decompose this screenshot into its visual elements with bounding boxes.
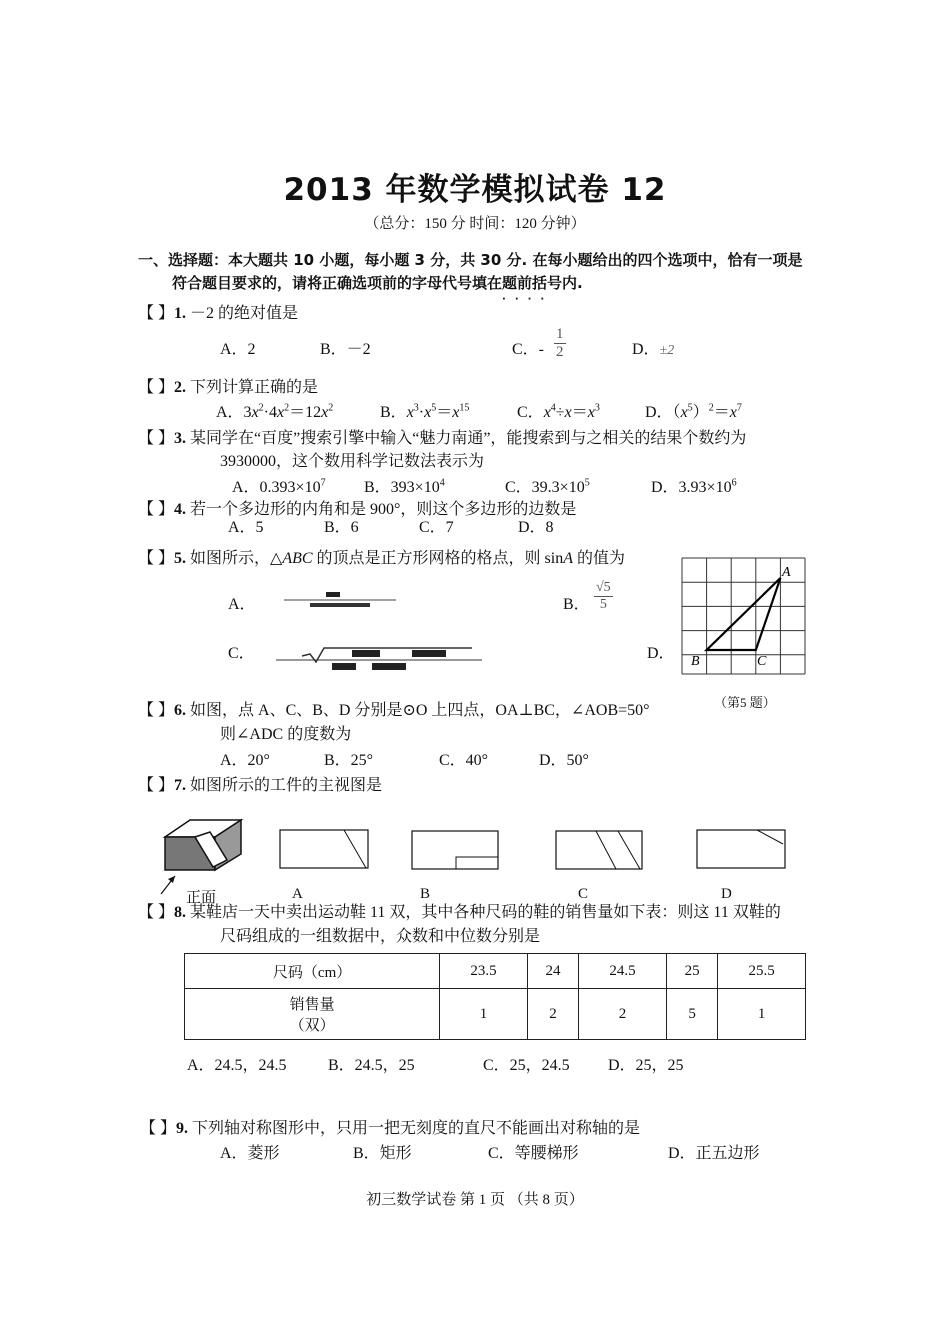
- answer-bracket[interactable]: 【 】: [138, 904, 175, 921]
- answer-bracket[interactable]: 【 】: [138, 430, 175, 447]
- question-9: 【 】9. 下列轴对称图形中，只用一把无刻度的直尺不能画出对称轴的是: [140, 1120, 641, 1137]
- option-a[interactable]: A．菱形: [220, 1145, 280, 1162]
- question-5: 【 】5. 如图所示，△ABC 的顶点是正方形网格的格点，则 sinA 的值为: [138, 550, 626, 567]
- question-text: 某同学在“百度”搜索引擎中输入“魅力南通”，能搜索到与之相关的结果个数约为: [190, 430, 747, 447]
- section-text: 符合题目要求的，请将正确选项前的字母代号填在: [172, 274, 503, 292]
- answer-bracket[interactable]: 【 】: [138, 702, 175, 719]
- table-cell: 2: [527, 989, 578, 1040]
- question-text: 如图所示，△ABC 的顶点是正方形网格的格点，则 sinA 的值为: [190, 550, 626, 567]
- question-text: 若一个多边形的内角和是 900°，则这个多边形的边数是: [190, 501, 577, 518]
- question-1: 【 】1. －2 的绝对值是: [138, 305, 299, 322]
- option-d[interactable]: D．$(x^5)^2=x^7$: [645, 402, 742, 421]
- table-cell: 24: [527, 954, 578, 989]
- table-cell: 1: [440, 989, 528, 1040]
- page-footer: 初三数学试卷 第 1 页 （共 8 页）: [366, 1192, 584, 1208]
- option-a[interactable]: A．20°: [220, 752, 270, 769]
- option-b[interactable]: B．6: [324, 519, 359, 536]
- table-cell: 24.5: [579, 954, 667, 989]
- option-d[interactable]: D．正五边形: [668, 1145, 760, 1162]
- question-text: 下列轴对称图形中，只用一把无刻度的直尺不能画出对称轴的是: [192, 1120, 641, 1137]
- table-cell: 23.5: [440, 954, 528, 989]
- option-d[interactable]: D．8: [518, 519, 554, 536]
- view-option-c-figure[interactable]: [554, 829, 646, 873]
- vertex-label-a: A: [782, 565, 791, 580]
- view-label-a: A: [292, 886, 303, 902]
- table-row: [185, 989, 806, 1040]
- garbled-sqrt-graphic: [272, 644, 487, 674]
- view-label-c: C: [578, 886, 589, 902]
- question-6: 【 】6. 如图，点 A、C、B、D 分别是⊙O 上四点，OA⊥BC，∠AOB=50°: [138, 702, 650, 719]
- question-text: －2 的绝对值是: [190, 305, 299, 322]
- option-a[interactable]: A．24.5，24.5: [187, 1057, 287, 1074]
- option-d[interactable]: D．50°: [539, 752, 589, 769]
- question-text: 某鞋店一天中卖出运动鞋 11 双，其中各种尺码的鞋的销售量如下表：则这 11 双鞋的: [190, 904, 781, 921]
- table-header-cell: 销售量 （双）: [185, 989, 440, 1040]
- figure-caption: （第5 题）: [714, 695, 776, 710]
- question-7: 【 】7. 如图所示的工件的主视图是: [138, 777, 383, 794]
- emphasis-text: 题前括号内 ····: [502, 274, 578, 305]
- view-option-d-figure[interactable]: [695, 828, 789, 872]
- question-8: 【 】8. 某鞋店一天中卖出运动鞋 11 双，其中各种尺码的鞋的销售量如下表：则这 11 双鞋的: [138, 904, 781, 921]
- shoe-size-table: [184, 953, 806, 1040]
- option-a[interactable]: A．$0.393\times 10^7$: [232, 477, 326, 496]
- front-view-label: 正面: [186, 890, 217, 906]
- answer-bracket[interactable]: 【 】: [138, 501, 175, 518]
- option-b[interactable]: B．25°: [324, 752, 374, 769]
- option-c[interactable]: C．25，24.5: [483, 1057, 570, 1074]
- option-c[interactable]: C．-: [512, 341, 545, 358]
- vertex-label-b: B: [691, 654, 700, 669]
- question-text: 如图，点 A、C、B、D 分别是⊙O 上四点，OA⊥BC，∠AOB=50°: [190, 702, 650, 719]
- grid-triangle-figure: [675, 554, 810, 678]
- option-b[interactable]: B．$393\times 10^4$: [364, 477, 445, 496]
- option-b[interactable]: B．$x^3\cdot x^5=x^{15}$: [380, 402, 470, 421]
- question-text: 如图所示的工件的主视图是: [190, 777, 383, 794]
- option-b[interactable]: B．矩形: [353, 1145, 412, 1162]
- question-4: 【 】4. 若一个多边形的内角和是 900°，则这个多边形的边数是: [138, 501, 577, 518]
- exam-info: （总分：150 分 时间：120 分钟）: [364, 216, 586, 232]
- section-heading-line2: 符合题目要求的，请将正确选项前的字母代号填在题前括号内 ···· .: [172, 274, 583, 305]
- table-row: [185, 954, 806, 989]
- option-c[interactable]: C．等腰梯形: [488, 1145, 579, 1162]
- table-cell: 2: [579, 989, 667, 1040]
- answer-bracket[interactable]: 【 】: [140, 1120, 177, 1137]
- table-cell: 25: [666, 954, 717, 989]
- table-header-cell: 尺码（cm）: [185, 954, 440, 989]
- answer-bracket[interactable]: 【 】: [138, 379, 175, 396]
- option-a[interactable]: A．5: [228, 519, 264, 536]
- fraction: 1 2: [556, 326, 564, 360]
- answer-bracket[interactable]: 【 】: [138, 550, 175, 567]
- option-c[interactable]: C．$x^4\div x=x^3$: [517, 402, 600, 421]
- option-a[interactable]: A．: [228, 596, 256, 613]
- question-8-line2: 尺码组成的一组数据中，众数和中位数分别是: [220, 928, 541, 945]
- workpiece-3d-figure: [155, 812, 247, 896]
- page-title: 2013 年数学模拟试卷 12: [283, 172, 667, 208]
- option-d[interactable]: D．: [647, 645, 675, 662]
- option-b[interactable]: B．24.5，25: [328, 1057, 415, 1074]
- option-d[interactable]: D．±2: [632, 341, 675, 358]
- view-label-d: D: [721, 886, 732, 902]
- option-d[interactable]: D．$3.93\times 10^6$: [651, 477, 737, 496]
- section-heading: 一、选择题：本大题共 10 小题，每小题 3 分，共 30 分. 在每小题给出的四个选项中，恰有一项是: [138, 251, 803, 269]
- question-3: 【 】3. 某同学在“百度”搜索引擎中输入“魅力南通”，能搜索到与之相关的结果个数约为: [138, 430, 747, 447]
- emphasis-dots: ····: [502, 294, 554, 305]
- question-6-line2: 则∠ADC 的度数为: [220, 726, 352, 743]
- option-c[interactable]: C．: [228, 645, 255, 662]
- question-3-line2: 3930000，这个数用科学记数法表示为: [220, 453, 485, 470]
- question-text: 下列计算正确的是: [190, 379, 319, 396]
- option-c[interactable]: C．$39.3\times 10^5$: [505, 477, 590, 496]
- option-b[interactable]: B．: [563, 596, 590, 613]
- option-b[interactable]: B．－2: [320, 341, 371, 358]
- garbled-fraction-graphic: [280, 588, 400, 612]
- option-c[interactable]: C．7: [419, 519, 454, 536]
- vertex-label-c: C: [757, 654, 767, 669]
- table-cell: 5: [666, 989, 717, 1040]
- table-cell: 25.5: [718, 954, 806, 989]
- option-c[interactable]: C．40°: [439, 752, 489, 769]
- question-2: 【 】2. 下列计算正确的是: [138, 379, 319, 396]
- option-a[interactable]: A．$3x^2\cdot 4x^2=12x^2$: [216, 402, 334, 421]
- option-d[interactable]: D．25，25: [608, 1057, 684, 1074]
- view-option-b-figure[interactable]: [410, 829, 502, 873]
- fraction: √5 5: [596, 580, 611, 612]
- table-cell: 1: [718, 989, 806, 1040]
- answer-bracket[interactable]: 【 】: [138, 305, 175, 322]
- option-a[interactable]: A．2: [220, 341, 256, 358]
- answer-bracket[interactable]: 【 】: [138, 777, 175, 794]
- view-option-a-figure[interactable]: [278, 828, 372, 872]
- view-label-b: B: [420, 886, 431, 902]
